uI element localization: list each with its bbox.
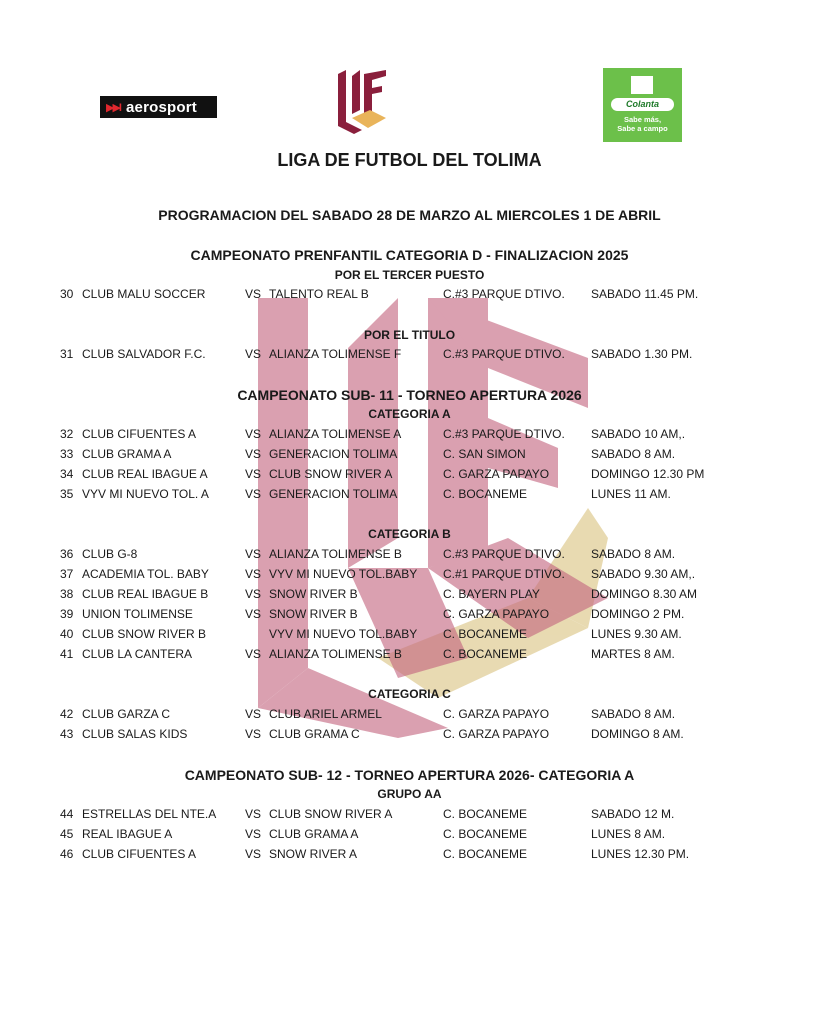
home-team: ACADEMIA TOL. BABY bbox=[82, 567, 209, 581]
match-time: SABADO 10 AM,. bbox=[591, 427, 686, 441]
match-row bbox=[0, 346, 819, 362]
venue: C. BOCANEME bbox=[443, 827, 528, 841]
group-subheading: POR EL TITULO bbox=[363, 328, 456, 342]
versus-label: VS bbox=[245, 567, 262, 581]
venue: C. SAN SIMON bbox=[443, 447, 526, 461]
schedule-heading: PROGRAMACION DEL SABADO 28 DE MARZO AL MIERCOLES 1 DE ABRIL bbox=[158, 207, 661, 223]
away-team: SNOW RIVER B bbox=[269, 587, 358, 601]
match-time: DOMINGO 8 AM. bbox=[591, 727, 684, 741]
match-row bbox=[0, 566, 819, 582]
section-heading: CAMPEONATO SUB- 11 - TORNEO APERTURA 2026 bbox=[237, 387, 582, 403]
match-time: DOMINGO 12.30 PM bbox=[591, 467, 705, 481]
match-row bbox=[0, 646, 819, 662]
versus-label: VS bbox=[245, 807, 262, 821]
match-number: 41 bbox=[60, 647, 74, 661]
colanta-logo bbox=[603, 68, 682, 142]
aerosport-mark-icon: ▶▶I bbox=[106, 101, 120, 114]
home-team: CLUB MALU SOCCER bbox=[82, 287, 206, 301]
home-team: CLUB REAL IBAGUE B bbox=[82, 587, 209, 601]
away-team: GENERACION TOLIMA bbox=[269, 447, 398, 461]
match-time: DOMINGO 2 PM. bbox=[591, 607, 685, 621]
match-number: 45 bbox=[60, 827, 74, 841]
away-team: SNOW RIVER B bbox=[269, 607, 358, 621]
versus-label: VS bbox=[245, 707, 262, 721]
away-team: CLUB ARIEL ARMEL bbox=[269, 707, 382, 721]
group-subheading: CATEGORIA C bbox=[368, 687, 451, 701]
match-number: 36 bbox=[60, 547, 74, 561]
match-row bbox=[0, 606, 819, 622]
group-subheading: GRUPO AA bbox=[377, 787, 442, 801]
group-subheading: CATEGORIA A bbox=[368, 407, 451, 421]
match-row bbox=[0, 586, 819, 602]
versus-label: VS bbox=[245, 347, 262, 361]
venue: C. GARZA PAPAYO bbox=[443, 607, 550, 621]
match-time: LUNES 9.30 AM. bbox=[591, 627, 682, 641]
away-team: ALIANZA TOLIMENSE A bbox=[269, 427, 402, 441]
venue: C. BOCANEME bbox=[443, 807, 528, 821]
venue: C. BOCANEME bbox=[443, 627, 528, 641]
match-time: SABADO 8 AM. bbox=[591, 547, 676, 561]
home-team: CLUB SALAS KIDS bbox=[82, 727, 188, 741]
versus-label: VS bbox=[245, 607, 262, 621]
page-title: LIGA DE FUTBOL DEL TOLIMA bbox=[277, 150, 542, 170]
home-team: CLUB SNOW RIVER B bbox=[82, 627, 207, 641]
home-team: CLUB CIFUENTES A bbox=[82, 427, 197, 441]
match-number: 42 bbox=[60, 707, 74, 721]
match-number: 38 bbox=[60, 587, 74, 601]
away-team: CLUB GRAMA C bbox=[269, 727, 360, 741]
home-team: UNION TOLIMENSE bbox=[82, 607, 193, 621]
venue: C.#3 PARQUE DTIVO. bbox=[443, 347, 565, 361]
venue: C. BOCANEME bbox=[443, 847, 528, 861]
match-time: SABADO 12 M. bbox=[591, 807, 675, 821]
away-team: ALIANZA TOLIMENSE B bbox=[269, 647, 402, 661]
match-row bbox=[0, 486, 819, 502]
away-team: VYV MI NUEVO TOL.BABY bbox=[269, 567, 418, 581]
match-number: 43 bbox=[60, 727, 74, 741]
match-row bbox=[0, 706, 819, 722]
home-team: CLUB CIFUENTES A bbox=[82, 847, 197, 861]
versus-label: VS bbox=[245, 587, 262, 601]
group-subheading: POR EL TERCER PUESTO bbox=[334, 268, 485, 282]
match-row bbox=[0, 726, 819, 742]
match-number: 40 bbox=[60, 627, 74, 641]
match-time: DOMINGO 8.30 AM bbox=[591, 587, 698, 601]
group-subheading: CATEGORIA B bbox=[368, 527, 451, 541]
away-team: VYV MI NUEVO TOL.BABY bbox=[269, 627, 418, 641]
home-team: CLUB SALVADOR F.C. bbox=[82, 347, 206, 361]
match-row bbox=[0, 626, 819, 642]
match-row bbox=[0, 446, 819, 462]
match-time: SABADO 8 AM. bbox=[591, 447, 676, 461]
match-row bbox=[0, 806, 819, 822]
match-number: 30 bbox=[60, 287, 74, 301]
versus-label: VS bbox=[245, 447, 262, 461]
home-team: CLUB GRAMA A bbox=[82, 447, 172, 461]
versus-label: VS bbox=[245, 827, 262, 841]
colanta-tagline-2: Sabe a campo bbox=[617, 124, 668, 133]
away-team: TALENTO REAL B bbox=[269, 287, 369, 301]
away-team: GENERACION TOLIMA bbox=[269, 487, 398, 501]
venue: C.#3 PARQUE DTIVO. bbox=[443, 547, 565, 561]
venue: C. BAYERN PLAY bbox=[443, 587, 540, 601]
home-team: CLUB GARZA C bbox=[82, 707, 171, 721]
match-row bbox=[0, 826, 819, 842]
match-time: LUNES 11 AM. bbox=[591, 487, 671, 501]
home-team: VYV MI NUEVO TOL. A bbox=[82, 487, 209, 501]
colanta-brand: Colanta bbox=[611, 98, 674, 111]
match-row bbox=[0, 426, 819, 442]
venue: C. BOCANEME bbox=[443, 647, 528, 661]
lft-shield-logo-icon bbox=[334, 66, 390, 134]
versus-label: VS bbox=[245, 467, 262, 481]
home-team: ESTRELLAS DEL NTE.A bbox=[82, 807, 217, 821]
versus-label: VS bbox=[245, 547, 262, 561]
match-time: LUNES 8 AM. bbox=[591, 827, 666, 841]
match-time: SABADO 11.45 PM. bbox=[591, 287, 699, 301]
match-number: 33 bbox=[60, 447, 74, 461]
home-team: REAL IBAGUE A bbox=[82, 827, 173, 841]
away-team: CLUB SNOW RIVER A bbox=[269, 467, 393, 481]
match-row bbox=[0, 546, 819, 562]
match-time: SABADO 8 AM. bbox=[591, 707, 676, 721]
venue: C.#3 PARQUE DTIVO. bbox=[443, 287, 565, 301]
venue: C.#3 PARQUE DTIVO. bbox=[443, 427, 565, 441]
home-team: CLUB REAL IBAGUE A bbox=[82, 467, 208, 481]
match-time: LUNES 12.30 PM. bbox=[591, 847, 690, 861]
venue: C.#1 PARQUE DTIVO. bbox=[443, 567, 565, 581]
match-time: SABADO 1.30 PM. bbox=[591, 347, 693, 361]
match-number: 35 bbox=[60, 487, 74, 501]
section-heading: CAMPEONATO SUB- 12 - TORNEO APERTURA 2026- CATEGORIA A bbox=[184, 767, 635, 783]
match-time: SABADO 9.30 AM,. bbox=[591, 567, 696, 581]
versus-label: VS bbox=[245, 647, 262, 661]
match-row bbox=[0, 846, 819, 862]
match-number: 31 bbox=[60, 347, 74, 361]
away-team: SNOW RIVER A bbox=[269, 847, 358, 861]
versus-label: VS bbox=[245, 287, 262, 301]
match-number: 34 bbox=[60, 467, 74, 481]
section-heading: CAMPEONATO PRENFANTIL CATEGORIA D - FINALIZACION 2025 bbox=[190, 247, 629, 263]
colanta-tagline-1: Sabe más, bbox=[623, 115, 662, 124]
match-row bbox=[0, 466, 819, 482]
versus-label: VS bbox=[245, 727, 262, 741]
match-number: 32 bbox=[60, 427, 74, 441]
aerosport-logo bbox=[100, 96, 217, 118]
venue: C. GARZA PAPAYO bbox=[443, 467, 550, 481]
away-team: CLUB GRAMA A bbox=[269, 827, 359, 841]
colanta-cow-icon bbox=[631, 76, 653, 94]
venue: C. GARZA PAPAYO bbox=[443, 727, 550, 741]
match-number: 46 bbox=[60, 847, 74, 861]
home-team: CLUB G-8 bbox=[82, 547, 138, 561]
away-team: CLUB SNOW RIVER A bbox=[269, 807, 393, 821]
home-team: CLUB LA CANTERA bbox=[82, 647, 193, 661]
match-number: 44 bbox=[60, 807, 74, 821]
venue: C. BOCANEME bbox=[443, 487, 528, 501]
venue: C. GARZA PAPAYO bbox=[443, 707, 550, 721]
match-row bbox=[0, 286, 819, 302]
versus-label: VS bbox=[245, 847, 262, 861]
match-time: MARTES 8 AM. bbox=[591, 647, 675, 661]
away-team: ALIANZA TOLIMENSE F bbox=[269, 347, 402, 361]
match-number: 39 bbox=[60, 607, 74, 621]
versus-label: VS bbox=[245, 427, 262, 441]
away-team: ALIANZA TOLIMENSE B bbox=[269, 547, 402, 561]
aerosport-logo-text: aerosport bbox=[125, 98, 197, 116]
match-number: 37 bbox=[60, 567, 74, 581]
versus-label: VS bbox=[245, 487, 262, 501]
